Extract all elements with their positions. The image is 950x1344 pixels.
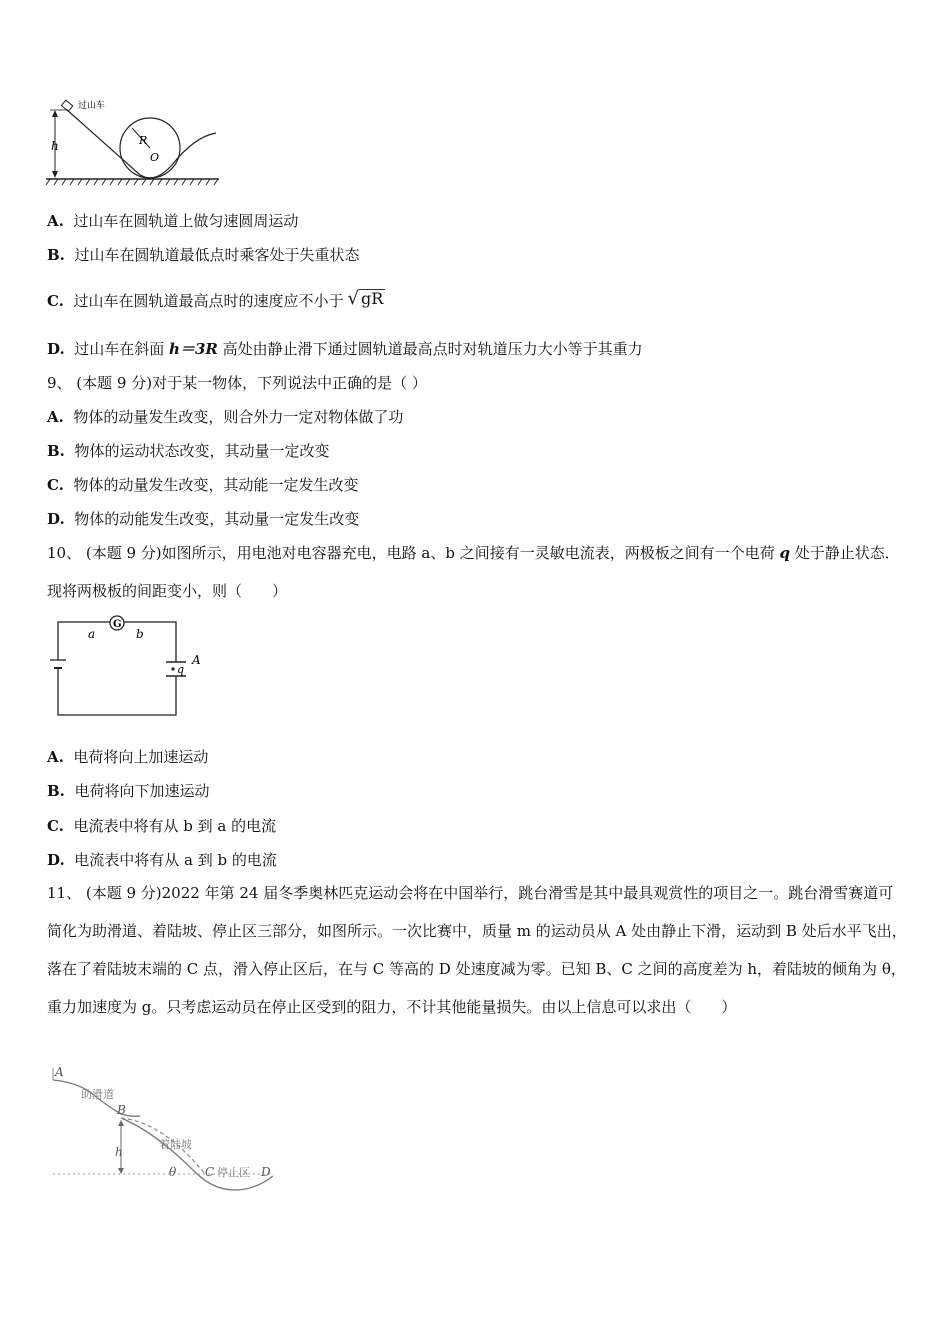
q8-option-b: B. 过山车在圆轨道最低点时乘客处于失重状态 — [47, 246, 360, 264]
point-b-label: B — [117, 1103, 126, 1117]
q9-option-a: A. 物体的动量发生改变，则合外力一定对物体做了功 — [47, 408, 404, 426]
charge-dot — [171, 667, 174, 670]
q9-option-c: C. 物体的动量发生改变，其动能一定发生改变 — [47, 476, 359, 494]
q10-stem: 10、 (本题 9 分)如图所示，用电池对电容器充电，电路 a、b 之间接有一灵敏电流表，两极板之间有一个电荷 q 处于静止状态．现将两极板的间距变小，则（ ） — [47, 544, 900, 600]
capacitor-circuit-figure — [50, 612, 210, 722]
q9-stem: 9、 (本题 9 分)对于某一物体，下列说法中正确的是（ ） — [47, 374, 427, 392]
q9-option-b: B. 物体的运动状态改变，其动量一定改变 — [47, 442, 330, 460]
q8-option-a: A. 过山车在圆轨道上做匀速圆周运动 — [47, 212, 299, 230]
svg-text:G: G — [113, 619, 122, 630]
roller-coaster-figure — [44, 95, 224, 187]
height-label-h: h — [115, 1145, 123, 1159]
slope-label: 着陆坡 — [159, 1138, 192, 1151]
theta-label: θ — [169, 1165, 177, 1179]
q10-option-d: D. 电流表中将有从 a 到 b 的电流 — [47, 851, 277, 869]
ski-jump-figure — [45, 1062, 280, 1197]
sqrt-gr: √ gR — [347, 288, 384, 309]
point-c-label: C — [205, 1165, 215, 1179]
point-d-label: D — [261, 1165, 271, 1179]
charge-label: q — [177, 663, 185, 676]
stop-zone-label: 停止区 — [217, 1166, 250, 1179]
q10-option-a: A. 电荷将向上加速运动 — [47, 748, 209, 766]
q8-option-c: C. 过山车在圆轨道最高点时的速度应不小于 √ gR — [47, 288, 384, 310]
label-a: a — [88, 627, 96, 641]
q10-option-c: C. 电流表中将有从 b 到 a 的电流 — [47, 817, 277, 835]
radius-label: R — [139, 134, 148, 147]
q10-option-b: B. 电荷将向下加速运动 — [47, 782, 210, 800]
q11-stem: 11、 (本题 9 分)2022 年第 24 届冬季奥林匹克运动会将在中国举行，跳台滑雪是其中最具观赏性的项目之一。跳台滑雪赛道可简化为助滑道、着陆坡、停止区三部分，如图所示。一次比赛中，质量 m 的运动员从 A 处由静止下滑，运动到 B 处后水平飞出，落在了着陆坡末端的 C 点，滑入停止区后，在与 C 等高的 D 处速度减为零。已知 B、C 之间的高度差为 h，着陆坡的倾角为 θ，重力加速度为 g。只考虑运动员在停止区受到的阻力，不计其他能量损失。由以上信息可以求出（ ） — [47, 884, 907, 1016]
center-label: O — [150, 151, 160, 164]
q9-option-d: D. 物体的动能发生改变，其动量一定发生改变 — [47, 510, 360, 528]
height-label: h — [51, 139, 59, 153]
q8-option-d: D. 过山车在斜面 h＝3R 高处由静止滑下通过圆轨道最高点时对轨道压力大小等于其重力 — [47, 340, 643, 358]
runway-label: 助滑道 — [81, 1088, 114, 1101]
car-label: 过山车 — [78, 101, 106, 111]
label-b: b — [136, 627, 144, 641]
plate-label: A — [192, 653, 201, 667]
point-a-label: A — [55, 1065, 64, 1079]
